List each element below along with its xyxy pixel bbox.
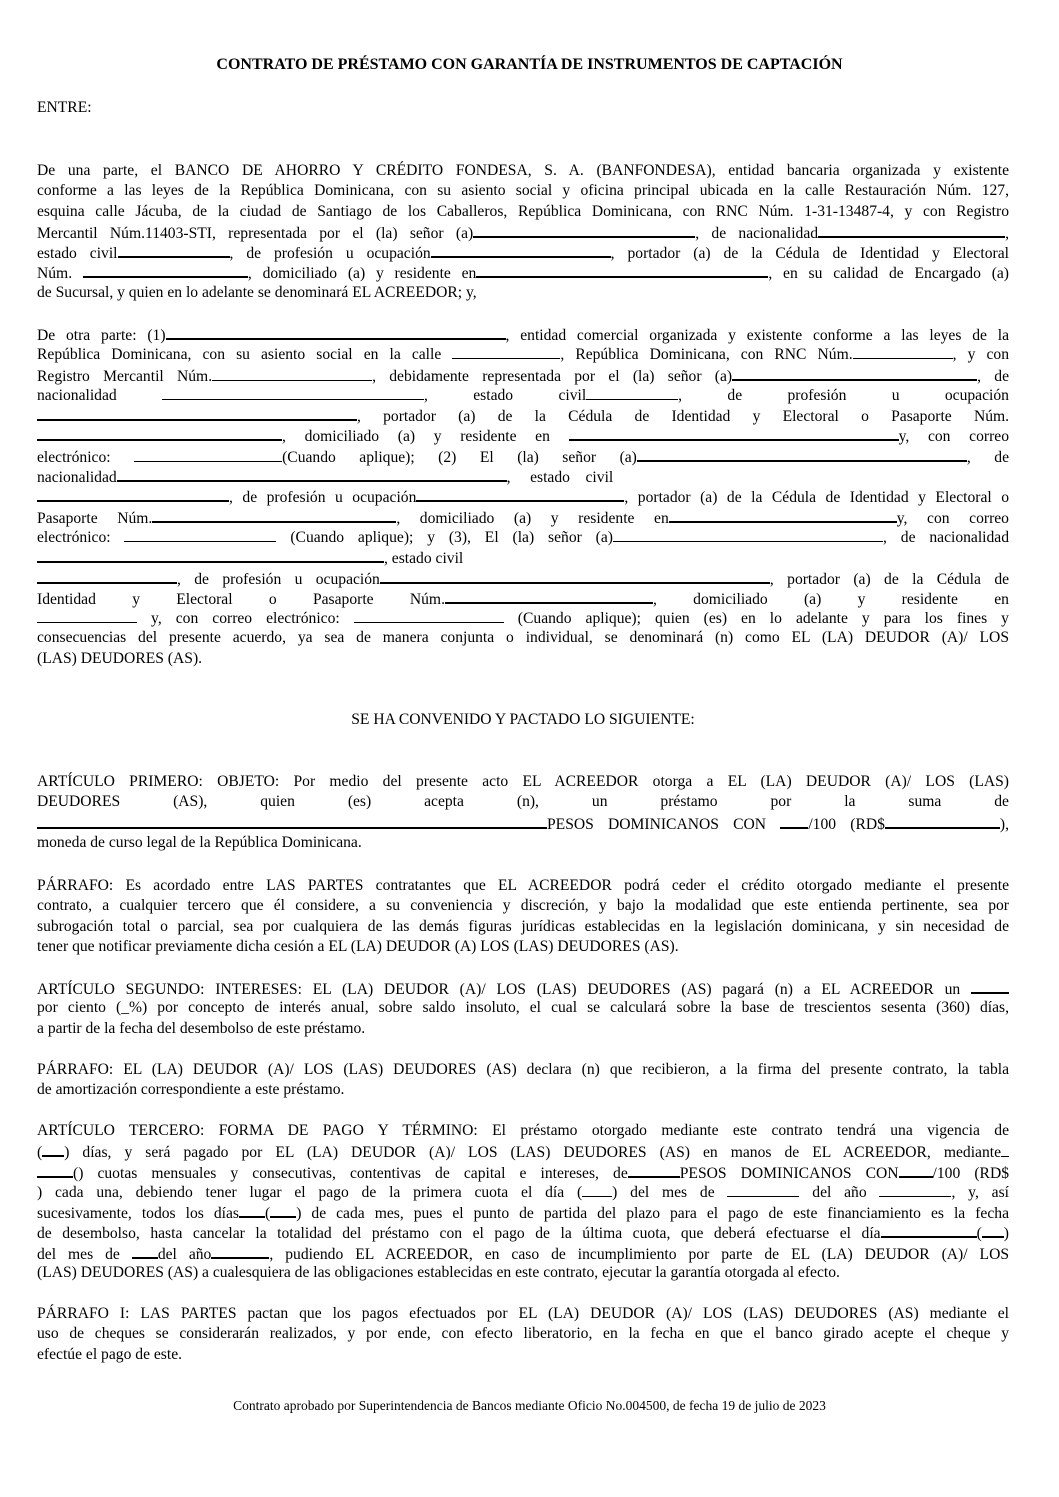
cuotas-num-blank-a[interactable] xyxy=(1001,1142,1009,1157)
text-line: República Dominicana, con su asiento social en la calle , República Dominicana, con RNC Núm. , y con xyxy=(37,346,1009,364)
primera-cuota-dia-blank[interactable] xyxy=(582,1182,612,1197)
estado-civil-blank[interactable] xyxy=(118,242,230,258)
parrafo-cheques xyxy=(37,1304,1009,1365)
entre-label: ENTRE: xyxy=(37,99,92,116)
dia-pago-num-blank[interactable] xyxy=(270,1202,296,1218)
text-line: conforme a las leyes de la República Dominicana, con su asiento social y oficina principal ubicada en la calle Restauración Núm. 127, xyxy=(37,182,1009,200)
text-line: , de profesión u ocupación , portador (a) de la Cédula de xyxy=(37,568,1009,588)
text-line: Núm. , domiciliado (a) y residente en , en su calidad de Encargado (a) xyxy=(37,262,1009,282)
estado-civil-senor3-blank[interactable] xyxy=(37,568,177,584)
tasa-interes-blank[interactable] xyxy=(971,978,1009,994)
monto-rd-blank[interactable] xyxy=(885,813,1000,829)
domicilio-blank[interactable] xyxy=(476,262,768,278)
text-line: de amortización correspondiente a este préstamo. xyxy=(37,1081,345,1099)
text-line: , portador (a) de la Cédula de Identidad y Electoral o Pasaporte Núm. xyxy=(37,405,1009,425)
primera-cuota-ano-blank[interactable] xyxy=(879,1182,951,1197)
estado-civil-deudor-blank[interactable] xyxy=(586,385,678,400)
text-line: moneda de curso legal de la República Dominicana. xyxy=(37,833,362,851)
approval-footer: Contrato aprobado por Superintendencia de Bancos mediante Oficio No.004500, de fecha 19 de julio de 2023 xyxy=(233,1398,826,1413)
text-line: () cuotas mensuales y consecutivas, contentivas de capital e intereses, de PESOS DOMINICANOS CON /100 (RD$ xyxy=(37,1162,1009,1182)
representante-name-blank[interactable] xyxy=(473,222,695,238)
ultima-cuota-mes-blank[interactable] xyxy=(132,1243,158,1259)
correo-senor2-blank[interactable] xyxy=(124,527,276,542)
text-line: PESOS DOMINICANOS CON /100 (RD$ ), xyxy=(37,813,1009,833)
articulo-primero xyxy=(37,772,1009,853)
vigencia-dias-blank[interactable] xyxy=(42,1141,64,1157)
text-line: esquina calle Jácuba, de la ciudad de Santiago de los Caballeros, República Dominicana, con RNC Núm. 1-31-13487-4, y con Registro xyxy=(37,202,1009,220)
pasaporte-senor3-blank[interactable] xyxy=(445,588,653,604)
domicilio-senor3-blank[interactable] xyxy=(37,608,137,623)
text-line: de Sucursal, y quien en lo adelante se denominará EL ACREEDOR; y, xyxy=(37,283,477,301)
text-line: y, con correo electrónico: (Cuando aplique); quien (es) en lo adelante y para los fines y xyxy=(37,608,1009,628)
text-line: estado civil , de profesión u ocupación , portador (a) de la Cédula de Identidad y Electoral xyxy=(37,242,1009,262)
senor3-name-blank[interactable] xyxy=(613,527,883,542)
monto-letras-blank[interactable] xyxy=(37,813,547,829)
nacionalidad-blank[interactable] xyxy=(818,222,1005,238)
text-line: ARTÍCULO PRIMERO: OBJETO: Por medio del presente acto EL ACREEDOR otorga a EL (LA) DEUDOR (A)/ LOS (LAS) xyxy=(37,773,1009,790)
text-line: (LAS) DEUDORES (AS) a cualesquiera de las obligaciones establecidas en este contrato, ejecutar la garantía otorgada al efecto. xyxy=(37,1264,840,1282)
domicilio-deudor-blank[interactable] xyxy=(569,425,899,441)
primera-cuota-mes-blank[interactable] xyxy=(727,1182,799,1197)
calle-blank[interactable] xyxy=(452,344,560,359)
nacionalidad-senor3-blank[interactable] xyxy=(37,547,384,563)
text-line: Pasaporte Núm. , domiciliado (a) y residente en y, con correo xyxy=(37,507,1009,527)
text-line: , estado civil xyxy=(37,547,1009,567)
text-line: tener que notificar previamente dicha cesión a EL (LA) DEUDOR (A) LOS (LAS) DEUDORES (AS). xyxy=(37,937,679,955)
text-line: por ciento (_%) por concepto de interés anual, sobre saldo insoluto, el cual se calculará sobre la base de trescientos sesenta (360) días, xyxy=(37,999,1009,1017)
ultima-cuota-dia-num-blank[interactable] xyxy=(982,1222,1004,1238)
text-line: de desembolso, hasta cancelar la totalidad del préstamo con el pago de la última cuota, que deberá efectuarse el día ( ) xyxy=(37,1222,1009,1242)
profesion-senor2-blank[interactable] xyxy=(416,486,624,502)
text-line: a partir de la fecha del desembolso de este préstamo. xyxy=(37,1019,366,1037)
text-line: nacionalidad , estado civil xyxy=(37,466,1009,486)
profesion-blank[interactable] xyxy=(431,242,611,258)
domicilio-senor2-blank[interactable] xyxy=(669,507,897,523)
cuotas-num-blank-b[interactable] xyxy=(37,1162,73,1178)
cuota-monto-blank[interactable] xyxy=(628,1162,680,1178)
text-line: efectúe el pago de este. xyxy=(37,1345,183,1363)
text-line: ARTÍCULO SEGUNDO: INTERESES: EL (LA) DEUDOR (A)/ LOS (LAS) DEUDORES (AS) pagará (n) a EL ACREEDOR un xyxy=(37,978,1009,998)
text-line: ) cada una, debiendo tener lugar el pago de la primera cuota el día ( ) del mes de del año , y, así xyxy=(37,1183,1009,1201)
pasaporte-senor2-blank[interactable] xyxy=(152,507,396,523)
nacionalidad-senor2-blank[interactable] xyxy=(117,466,507,482)
ultima-cuota-ano-blank[interactable] xyxy=(211,1243,269,1259)
parte-acreedor-paragraph xyxy=(37,161,1009,303)
text-line: Registro Mercantil Núm. , debidamente representada por el (la) señor (a) , de xyxy=(37,365,1009,385)
nacionalidad-deudor-blank[interactable] xyxy=(162,385,424,400)
text-line: ( ) días, y será pagado por EL (LA) DEUDOR (A)/ LOS (LAS) DEUDORES (AS) en manos de EL ACREEDOR, mediante xyxy=(37,1141,1009,1161)
rnc-blank[interactable] xyxy=(853,344,953,359)
text-line: (LAS) DEUDORES (AS). xyxy=(37,649,203,667)
document-title: CONTRATO DE PRÉSTAMO CON GARANTÍA DE INSTRUMENTOS DE CAPTACIÓN xyxy=(216,56,843,73)
articulo-segundo xyxy=(37,978,1009,1039)
profesion-deudor-blank[interactable] xyxy=(37,405,357,421)
text-line: electrónico: (Cuando aplique); y (3), El (la) señor (a) , de nacionalidad xyxy=(37,528,1010,546)
cuota-centavos-blank[interactable] xyxy=(899,1162,933,1178)
text-line: DEUDORES (AS), quien (es) acepta (n), un préstamo por la suma de xyxy=(37,793,1009,811)
pasaporte-deudor-blank[interactable] xyxy=(37,425,282,441)
text-line: del mes de del año , pudiendo EL ACREEDOR, en caso de incumplimiento por parte de EL (LA) DEUDOR (A)/ LOS xyxy=(37,1243,1009,1263)
text-line: sucesivamente, todos los días ( ) de cada mes, pues el punto de partida del plazo para el pago de este financiamiento es la fecha xyxy=(37,1202,1009,1222)
articulo-tercero xyxy=(37,1121,1009,1283)
text-line: electrónico: (Cuando aplique); (2) El (la) señor (a) , de xyxy=(37,446,1009,466)
text-line: subrogación total o parcial, sea por cualquiera de las demás figuras jurídicas establecidas en la legislación dominicana, y sin necesidad de xyxy=(37,917,1009,935)
registro-mercantil-blank[interactable] xyxy=(212,366,372,381)
senor2-name-blank[interactable] xyxy=(637,446,967,462)
text-line: uso de cheques se considerarán realizados, y por ende, con efecto liberatorio, en la fecha en que el banco girado acepte el cheque y xyxy=(37,1325,1009,1343)
profesion-senor3-blank[interactable] xyxy=(380,568,770,584)
text-line: contrato, a cualquier tercero que él considere, a su conveniencia y discreción, y bajo la modalidad que este entienda pertinente, sea por xyxy=(37,897,1009,915)
text-line: consecuencias del presente acuerdo, ya sea de manera conjunta o individual, se denominará (n) como EL (LA) DEUDOR (A)/ LOS xyxy=(37,629,1009,647)
entidad-name-blank[interactable] xyxy=(166,324,506,340)
text-line: De una parte, el BANCO DE AHORRO Y CRÉDITO FONDESA, S. A. (BANFONDESA), entidad bancaria organizada y existente xyxy=(37,162,1009,179)
text-line: PÁRRAFO I: LAS PARTES pactan que los pagos efectuados por EL (LA) DEUDOR (A)/ LOS (LAS) DEUDORES (AS) mediante el xyxy=(37,1305,1009,1322)
correo-deudor1-blank[interactable] xyxy=(134,447,282,462)
text-line: , domiciliado (a) y residente en y, con correo xyxy=(37,425,1009,445)
text-line: Mercantil Núm.11403-STI, representada por el (la) señor (a) , de nacionalidad , xyxy=(37,222,1009,242)
text-line: nacionalidad , estado civil , de profesión u ocupación xyxy=(37,386,1009,404)
text-line: De otra parte: (1) , entidad comercial organizada y existente conforme a las leyes de la xyxy=(37,324,1009,344)
text-line: PÁRRAFO: EL (LA) DEUDOR (A)/ LOS (LAS) DEUDORES (AS) declara (n) que recibieron, a la firma del presente contrato, la tabla xyxy=(37,1061,1009,1078)
representante-deudor-blank[interactable] xyxy=(732,365,977,381)
text-line: PÁRRAFO: Es acordado entre LAS PARTES contratantes que EL ACREEDOR podrá ceder el crédito otorgado mediante el presente xyxy=(37,877,1009,894)
parrafo-cesion xyxy=(37,876,1009,957)
parte-deudor-paragraph xyxy=(37,324,1009,669)
ultima-cuota-dia-blank[interactable] xyxy=(881,1222,977,1238)
correo-senor3-blank[interactable] xyxy=(354,608,504,623)
text-line: , de profesión u ocupación , portador (a) de la Cédula de Identidad y Electoral o xyxy=(37,486,1009,506)
centavos-blank[interactable] xyxy=(780,813,808,829)
section-heading: SE HA CONVENIDO Y PACTADO LO SIGUIENTE: xyxy=(351,711,695,728)
cedula-blank[interactable] xyxy=(83,262,248,278)
estado-civil-senor2-blank[interactable] xyxy=(37,486,229,502)
dia-pago-letras-blank[interactable] xyxy=(239,1202,265,1218)
text-line: Identidad y Electoral o Pasaporte Núm. , domiciliado (a) y residente en xyxy=(37,588,1009,608)
text-line: ARTÍCULO TERCERO: FORMA DE PAGO Y TÉRMINO: El préstamo otorgado mediante este contrato tendrá una vigencia de xyxy=(37,1122,1009,1139)
parrafo-amortizacion xyxy=(37,1060,1009,1101)
